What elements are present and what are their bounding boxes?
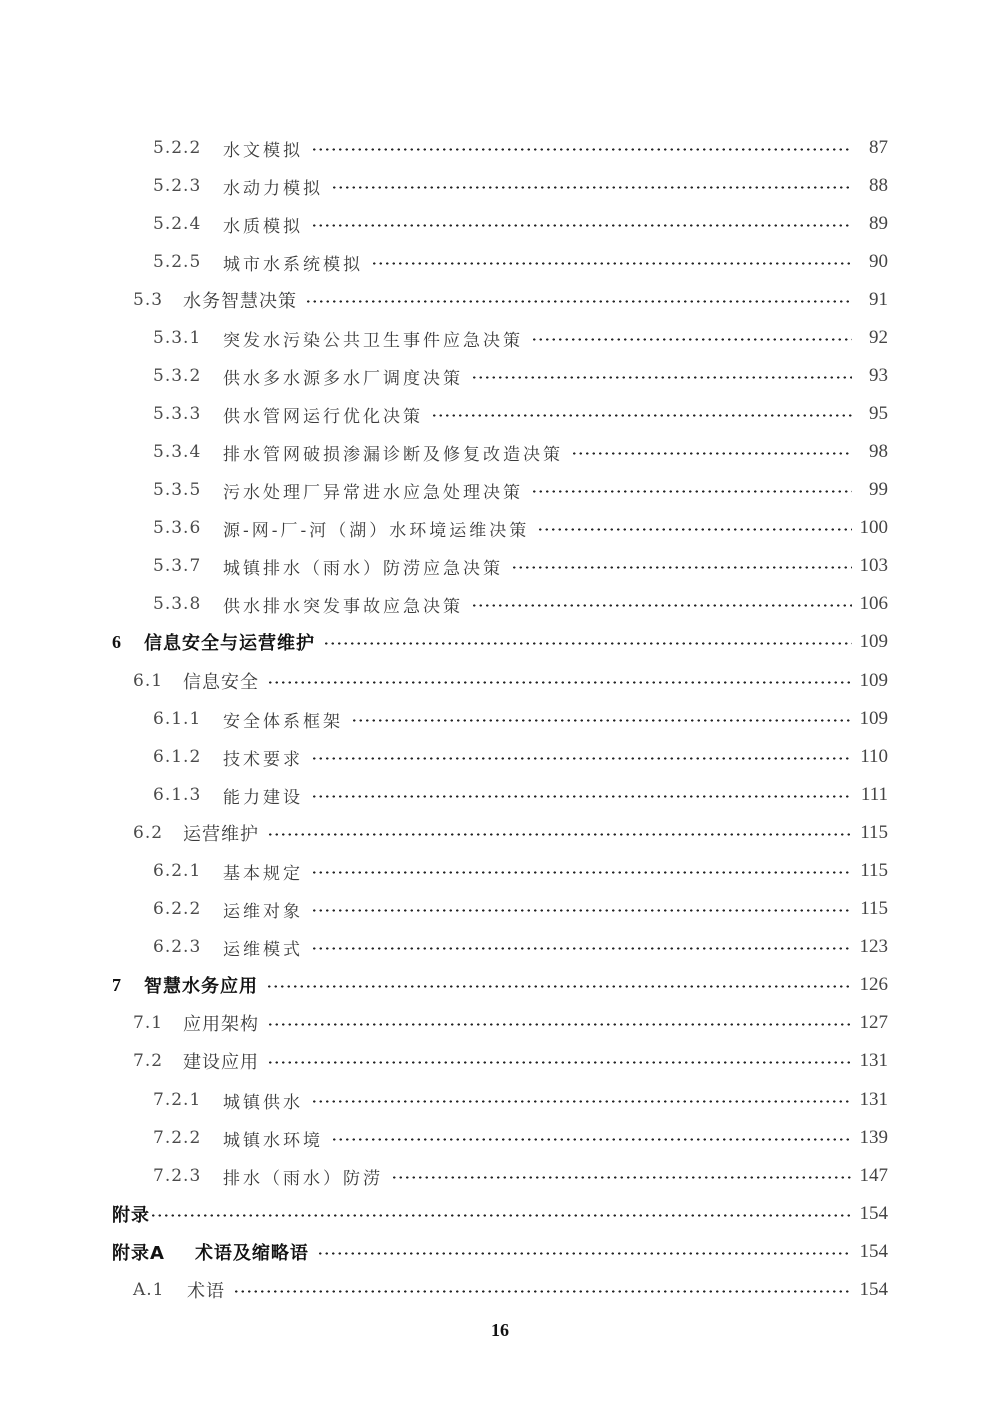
toc-number: 7: [112, 974, 122, 995]
dot-leader: [431, 399, 852, 429]
dot-leader: [311, 742, 852, 772]
dot-leader: [471, 589, 852, 619]
toc-entry[interactable]: [153, 894, 888, 924]
toc-title: 源-网-厂-河（湖）水环境运维决策: [223, 520, 530, 541]
toc-number: 5.2.4: [153, 214, 202, 234]
toc-entry[interactable]: [153, 1161, 888, 1191]
dot-leader: [351, 704, 852, 734]
toc-entry[interactable]: [153, 361, 888, 391]
page-number: 16: [491, 1320, 509, 1340]
dot-leader: [531, 323, 852, 353]
dot-leader: [571, 437, 852, 467]
dot-leader: [537, 513, 852, 543]
toc-number: 6.1.3: [153, 785, 202, 805]
toc-title: 城镇供水: [223, 1092, 303, 1113]
toc-title: 能力建设: [223, 787, 303, 808]
toc-page: 131: [859, 1089, 888, 1110]
toc-page: 115: [860, 898, 888, 919]
toc-entry[interactable]: [153, 932, 888, 962]
toc-title: 排水管网破损渗漏诊断及修复改造决策: [223, 444, 563, 465]
toc-title: 水质模拟: [223, 216, 303, 237]
dot-leader: [267, 1008, 852, 1038]
toc-appendix[interactable]: [112, 1199, 888, 1229]
toc-entry[interactable]: [153, 171, 888, 201]
dot-leader: [311, 894, 852, 924]
toc-number: 6.2.2: [153, 899, 202, 919]
toc-entry[interactable]: [153, 247, 888, 277]
toc-page: 88: [869, 175, 888, 196]
toc-number: 7.2: [133, 1051, 164, 1071]
toc-number: 5.3: [133, 290, 164, 310]
toc-title: 水务智慧决策: [183, 291, 297, 312]
toc-title: 污水处理厂异常进水应急处理决策: [223, 482, 523, 503]
dot-leader: [471, 361, 852, 391]
toc-title: 基本规定: [223, 863, 303, 884]
toc-page: 109: [859, 708, 888, 729]
toc-page: 154: [859, 1203, 888, 1224]
toc-title: 信息安全: [183, 672, 259, 693]
toc-title: 术语及缩略语: [194, 1243, 309, 1264]
toc-title: 排水（雨水）防涝: [223, 1168, 383, 1189]
toc-page: 91: [869, 289, 888, 310]
toc-page: 93: [869, 365, 888, 386]
toc-number: 6.2.3: [153, 937, 202, 957]
toc-chapter[interactable]: [112, 970, 888, 1000]
toc-page: 110: [860, 746, 888, 767]
toc-number: 6.1: [133, 671, 164, 691]
toc-number: 5.3.3: [153, 404, 202, 424]
toc-page: 131: [859, 1050, 888, 1071]
toc-title: 突发水污染公共卫生事件应急决策: [223, 330, 523, 351]
toc-number: 5.2.3: [153, 176, 202, 196]
toc-entry[interactable]: [153, 1085, 888, 1115]
toc-title: 建设应用: [183, 1052, 259, 1073]
dot-leader: [323, 627, 852, 657]
toc-title: 运营维护: [183, 824, 259, 845]
toc-page: 87: [869, 137, 888, 158]
toc-number: 6.1.1: [153, 709, 202, 729]
toc-number: 5.2.5: [153, 252, 202, 272]
toc-entry[interactable]: [153, 133, 888, 163]
toc-title: 技术要求: [223, 749, 303, 770]
toc-page: 92: [869, 327, 888, 348]
toc-appendix-a[interactable]: [112, 1237, 888, 1267]
dot-leader: [331, 171, 852, 201]
toc-title: 城市水系统模拟: [223, 254, 363, 275]
dot-leader: [531, 475, 852, 505]
toc-title: 城镇水环境: [223, 1130, 323, 1151]
toc-title: 城镇排水（雨水）防涝应急决策: [223, 558, 503, 579]
toc-entry[interactable]: [153, 780, 888, 810]
toc-page: 139: [859, 1127, 888, 1148]
toc-entry[interactable]: [133, 1275, 888, 1305]
toc-entry[interactable]: [153, 323, 888, 353]
toc-entry[interactable]: [153, 475, 888, 505]
toc-title: 运维对象: [223, 901, 303, 922]
toc-entry[interactable]: [153, 513, 888, 543]
toc-title: 供水管网运行优化决策: [223, 406, 423, 427]
dot-leader: [267, 666, 852, 696]
toc-number: 6.2: [133, 823, 164, 843]
toc-title: 水文模拟: [223, 140, 303, 161]
toc-number: 5.3.6: [153, 518, 202, 538]
toc-number: 5.3.5: [153, 480, 202, 500]
toc-number: 5.3.1: [153, 328, 202, 348]
dot-leader: [331, 1123, 852, 1153]
toc-page: 127: [859, 1012, 888, 1033]
toc-entry[interactable]: [153, 1123, 888, 1153]
toc-number: 7.2.3: [153, 1166, 202, 1186]
toc-number: 5.3.8: [153, 594, 202, 614]
toc-page: 109: [859, 631, 888, 652]
toc-page: 147: [859, 1165, 888, 1186]
dot-leader: [511, 551, 852, 581]
toc-title: 水动力模拟: [223, 178, 323, 199]
toc-entry[interactable]: [153, 209, 888, 239]
toc-title: 智慧水务应用: [144, 976, 258, 997]
toc-entry[interactable]: [153, 589, 888, 619]
toc-page: 106: [859, 593, 888, 614]
toc-page: 154: [859, 1241, 888, 1262]
dot-leader: [317, 1237, 852, 1267]
toc-chapter[interactable]: [112, 627, 888, 657]
toc-number: 7.2.2: [153, 1128, 202, 1148]
toc-page: 90: [869, 251, 888, 272]
dot-leader: [267, 1046, 852, 1076]
toc-page: 115: [860, 860, 888, 881]
toc-page: 111: [860, 784, 888, 805]
toc-number: 5.3.4: [153, 442, 202, 462]
toc-number: 6.2.1: [153, 861, 202, 881]
dot-leader: [233, 1275, 852, 1305]
toc-number: 5.3.2: [153, 366, 202, 386]
toc-number: 6.1.2: [153, 747, 202, 767]
toc-page: 99: [869, 479, 888, 500]
toc-page: 123: [859, 936, 888, 957]
toc-title: 供水多水源多水厂调度决策: [223, 368, 463, 389]
toc-entry[interactable]: [153, 437, 888, 467]
toc-entry[interactable]: [133, 818, 888, 848]
toc-page: 98: [869, 441, 888, 462]
dot-leader: [311, 856, 852, 886]
toc-entry[interactable]: [153, 399, 888, 429]
toc-page: 89: [869, 213, 888, 234]
dot-leader: [305, 285, 852, 315]
toc-title: 信息安全与运营维护: [144, 633, 315, 654]
dot-leader: [266, 970, 852, 1000]
toc-title: 术语: [187, 1281, 225, 1302]
toc-entry[interactable]: [133, 666, 888, 696]
toc-number: 7.1: [133, 1013, 164, 1033]
dot-leader: [371, 247, 852, 277]
toc-entry[interactable]: [133, 1046, 888, 1076]
toc-title: 运维模式: [223, 939, 303, 960]
toc-title: 安全体系框架: [223, 711, 343, 732]
toc-page: 95: [869, 403, 888, 424]
dot-leader: [311, 209, 852, 239]
dot-leader: [311, 932, 852, 962]
toc-entry[interactable]: [153, 551, 888, 581]
dot-leader: [391, 1161, 852, 1191]
dot-leader: [311, 1085, 852, 1115]
toc-number: 5.2.2: [153, 138, 202, 158]
toc-entry[interactable]: [153, 742, 888, 772]
toc-entry[interactable]: [133, 1008, 888, 1038]
toc-page: 109: [859, 670, 888, 691]
toc-number: 附录A: [112, 1243, 165, 1264]
toc-number: 6: [112, 631, 122, 652]
toc-number: 5.3.7: [153, 556, 202, 576]
toc-title: 供水排水突发事故应急决策: [223, 596, 463, 617]
toc-page: 100: [859, 517, 888, 538]
toc-page: 154: [859, 1279, 888, 1300]
dot-leader: [267, 818, 852, 848]
toc-number: A.1: [133, 1280, 165, 1300]
dot-leader: [150, 1199, 852, 1229]
toc-entry[interactable]: [153, 704, 888, 734]
toc-page: 103: [859, 555, 888, 576]
toc-title: 附录: [112, 1205, 150, 1226]
toc-page: 115: [860, 822, 888, 843]
dot-leader: [311, 133, 852, 163]
toc-entry[interactable]: [153, 856, 888, 886]
toc-page: 126: [859, 974, 888, 995]
toc-number: 7.2.1: [153, 1090, 202, 1110]
dot-leader: [311, 780, 852, 810]
toc-title: 应用架构: [183, 1014, 259, 1035]
toc-entry[interactable]: [133, 285, 888, 315]
